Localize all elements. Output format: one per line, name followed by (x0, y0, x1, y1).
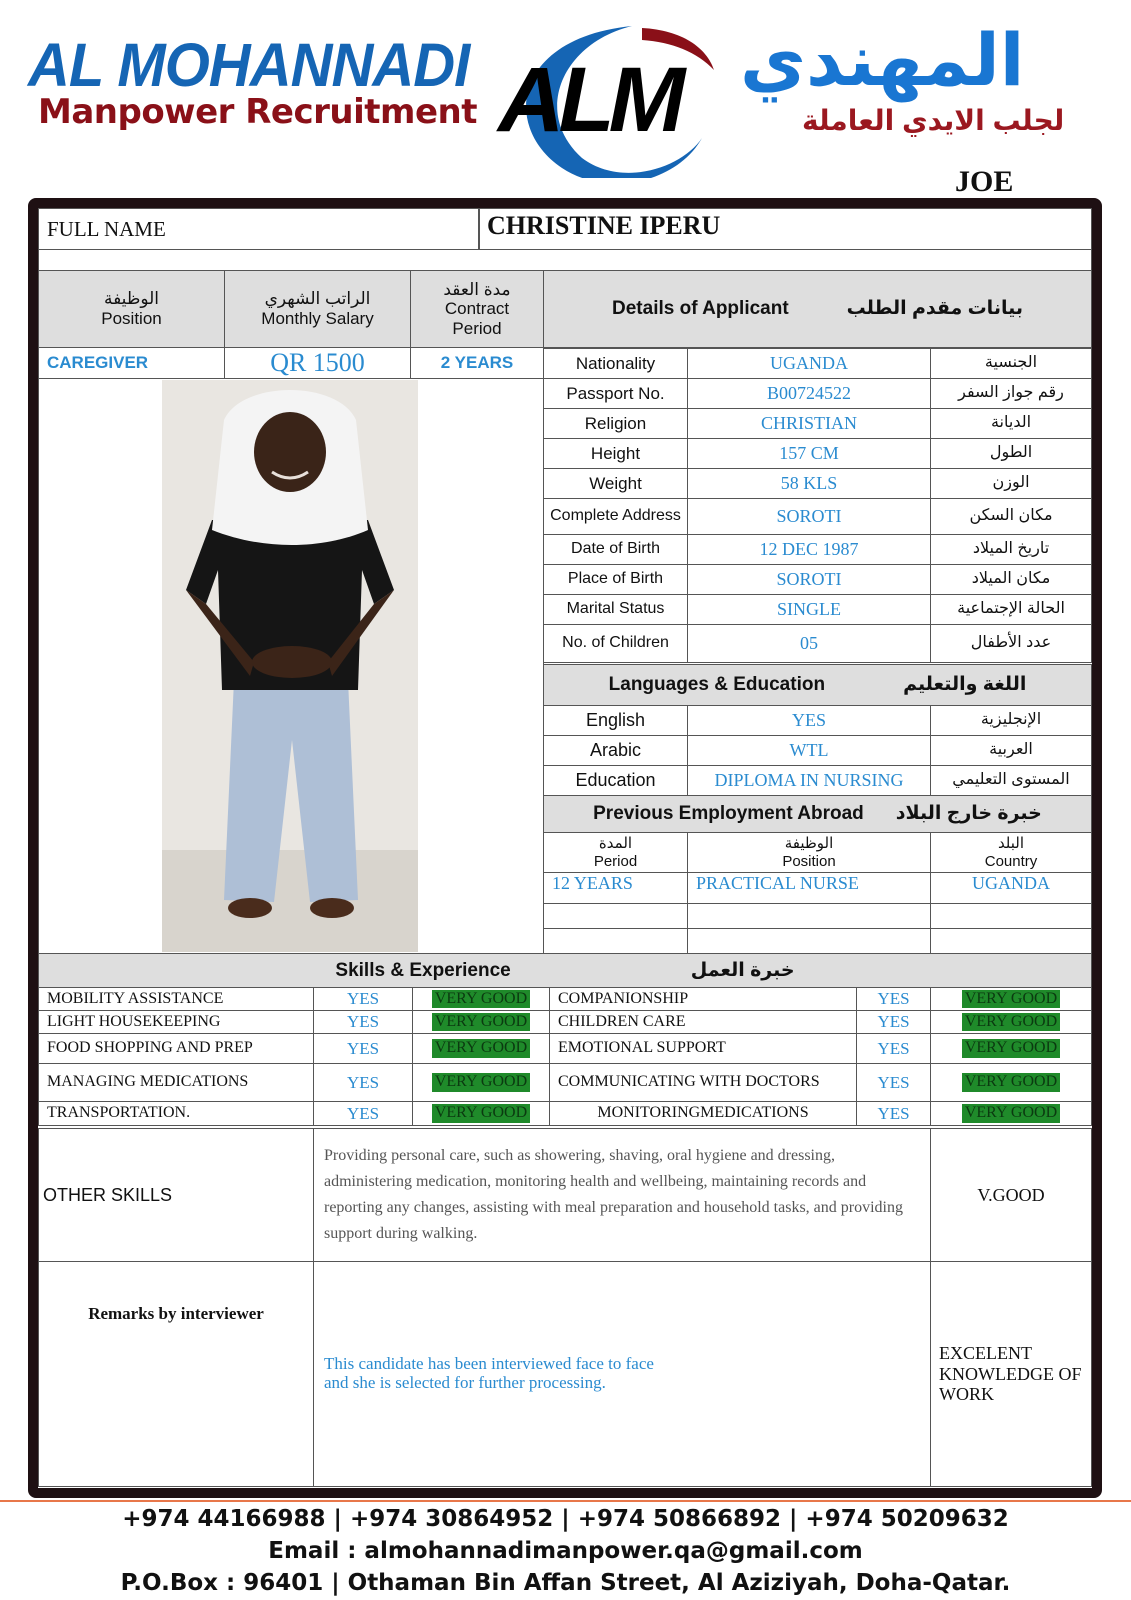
detail-label-arabic: عدد الأطفال (930, 624, 1092, 663)
full-name-label: FULL NAME (38, 208, 480, 250)
employment-country-value: UGANDA (930, 872, 1092, 904)
skill-name: COMPANIONSHIP (549, 987, 857, 1011)
skill-level-cell (930, 1063, 1092, 1102)
detail-label: Height (543, 438, 688, 469)
employment-empty-cell (687, 928, 931, 954)
detail-value: 157 CM (687, 438, 931, 469)
other-skills-text: Providing personal care, such as showering, shaving, oral hygiene and dressing, administering medication, monitoring health and wellbeing, maintaining records and reporting any changes, assisting with meal preparation and household tasks, and providing support during walking. (313, 1128, 931, 1262)
skill-level-cell (412, 1033, 550, 1064)
detail-value: 12 DEC 1987 (687, 534, 931, 565)
skill-name: EMOTIONAL SUPPORT (549, 1033, 857, 1064)
skill-name: MONITORINGMEDICATIONS (549, 1101, 857, 1126)
skill-level-cell (930, 987, 1092, 1011)
detail-value: 58 KLS (687, 468, 931, 499)
detail-value: UGANDA (687, 348, 931, 379)
detail-label: Religion (543, 408, 688, 439)
detail-value: 05 (687, 624, 931, 663)
language-value: YES (687, 705, 931, 736)
employment-empty-cell (543, 903, 688, 929)
detail-label: Nationality (543, 348, 688, 379)
employment-position-header (687, 832, 931, 873)
skill-level: VERY GOOD (962, 1013, 1060, 1031)
skill-level: VERY GOOD (962, 990, 1060, 1008)
skill-name: COMMUNICATING WITH DOCTORS (549, 1063, 857, 1102)
other-skills-rating: V.GOOD (930, 1128, 1092, 1262)
employment-period-ar: المدة (598, 835, 633, 853)
skill-level: VERY GOOD (432, 1013, 530, 1031)
position-header (38, 270, 225, 348)
position-value: CAREGIVER (38, 347, 225, 379)
detail-value: SOROTI (687, 498, 931, 535)
skill-yes: YES (856, 1101, 931, 1126)
employment-header (543, 795, 1092, 833)
employment-country-header (930, 832, 1092, 873)
skill-level-cell (930, 1033, 1092, 1064)
spacer-row (38, 249, 1092, 271)
employment-country-ar: البلد (997, 835, 1025, 853)
other-skills-label: OTHER SKILLS (38, 1128, 314, 1262)
detail-label: Date of Birth (543, 534, 688, 565)
full-name-value: CHRISTINE IPERU (478, 208, 1092, 250)
languages-header (543, 664, 1092, 706)
contract-header (410, 270, 544, 348)
skill-level-cell (412, 987, 550, 1011)
detail-label-arabic: الجنسية (930, 348, 1092, 379)
detail-label: No. of Children (543, 624, 688, 663)
detail-label: Weight (543, 468, 688, 499)
detail-value: SINGLE (687, 594, 931, 625)
skill-level-cell (930, 1101, 1092, 1126)
footer-email: Email : almohannadimanpower.qa@gmail.com (268, 1538, 863, 1564)
employment-header-en: Previous Employment Abroad (593, 803, 864, 825)
detail-label-arabic: الطول (930, 438, 1092, 469)
languages-header-ar: اللغة والتعليم (903, 674, 1027, 696)
skill-yes: YES (856, 1033, 931, 1064)
language-value: WTL (687, 735, 931, 766)
language-value: DIPLOMA IN NURSING (687, 765, 931, 796)
remarks-rating: EXCELENT KNOWLEDGE OF WORK (930, 1261, 1092, 1487)
skill-level: VERY GOOD (432, 1073, 530, 1091)
details-header-en: Details of Applicant (612, 298, 789, 320)
language-label-arabic: الإنجليزية (930, 705, 1092, 736)
language-label-arabic: المستوى التعليمي (930, 765, 1092, 796)
detail-label: Passport No. (543, 378, 688, 409)
alm-logo-text: ALM (498, 49, 680, 151)
footer-divider (0, 1500, 1131, 1502)
detail-value: SOROTI (687, 564, 931, 595)
skill-level-cell (930, 1010, 1092, 1034)
footer-phones: +974 44166988 | +974 30864952 | +974 50866892 | +974 50209632 (122, 1506, 1009, 1532)
employment-empty-cell (930, 928, 1092, 954)
language-label: Arabic (543, 735, 688, 766)
brand-name-english: AL MOHANNADI (28, 31, 470, 100)
employment-position-en: Position (782, 852, 836, 870)
employment-position-value: PRACTICAL NURSE (687, 872, 931, 904)
skill-yes: YES (313, 1033, 413, 1064)
detail-label-arabic: الديانة (930, 408, 1092, 439)
detail-value: CHRISTIAN (687, 408, 931, 439)
detail-label: Marital Status (543, 594, 688, 625)
position-header-ar: الوظيفة (103, 289, 160, 309)
salary-header (224, 270, 411, 348)
brand-subtitle-arabic: لجلب الايدي العاملة (802, 105, 1065, 136)
details-of-applicant-header (543, 270, 1092, 348)
salary-header-ar: الراتب الشهري (264, 289, 371, 309)
skills-header-ar: خبرة العمل (690, 959, 795, 981)
contract-header-ar: مدة العقد (443, 279, 511, 299)
detail-label-arabic: الحالة الإجتماعية (930, 594, 1092, 625)
skill-yes: YES (856, 1063, 931, 1102)
skills-header (38, 953, 1092, 988)
brand-name-arabic: المهندي (740, 21, 1025, 101)
footer-address: P.O.Box : 96401 | Othaman Bin Affan Street, Al Aziziyah, Doha-Qatar. (120, 1570, 1011, 1596)
employment-period-header (543, 832, 688, 873)
details-header-ar: بيانات مقدم الطلب (846, 298, 1023, 320)
skill-name: MOBILITY ASSISTANCE (38, 987, 314, 1011)
detail-value: B00724522 (687, 378, 931, 409)
contract-header-en-2: Period (452, 318, 502, 338)
language-label: Education (543, 765, 688, 796)
employment-empty-cell (687, 903, 931, 929)
skills-header-en: Skills & Experience (335, 959, 511, 981)
detail-label: Complete Address (543, 498, 688, 535)
employment-header-ar: خبرة خارج البلاد (895, 803, 1042, 825)
skill-name: FOOD SHOPPING AND PREP (38, 1033, 314, 1064)
languages-header-en: Languages & Education (608, 674, 826, 696)
remarks-text: This candidate has been interviewed face to face and she is selected for further processing. (313, 1261, 931, 1487)
employment-period-value: 12 YEARS (543, 872, 688, 904)
skill-name: LIGHT HOUSEKEEPING (38, 1010, 314, 1034)
skill-level: VERY GOOD (962, 1039, 1060, 1057)
skill-name: MANAGING MEDICATIONS (38, 1063, 314, 1102)
brand-subtitle-english: Manpower Recruitment (38, 92, 477, 132)
skill-yes: YES (856, 1010, 931, 1034)
skill-yes: YES (313, 1063, 413, 1102)
language-label: English (543, 705, 688, 736)
employment-position-ar: الوظيفة (784, 835, 834, 853)
skill-yes: YES (313, 1101, 413, 1126)
detail-label-arabic: مكان السكن (930, 498, 1092, 535)
detail-label: Place of Birth (543, 564, 688, 595)
skill-yes: YES (313, 1010, 413, 1034)
skill-yes: YES (313, 987, 413, 1011)
salary-value: QR 1500 (224, 347, 411, 379)
position-header-en: Position (101, 309, 162, 328)
skill-name: CHILDREN CARE (549, 1010, 857, 1034)
detail-label-arabic: تاريخ الميلاد (930, 534, 1092, 565)
skill-level: VERY GOOD (432, 1104, 530, 1122)
contract-header-en-1: Contract (444, 299, 510, 319)
skill-level-cell (412, 1101, 550, 1126)
language-label-arabic: العربية (930, 735, 1092, 766)
employment-country-en: Country (984, 852, 1038, 870)
employment-period-en: Period (593, 852, 638, 870)
skill-level: VERY GOOD (962, 1104, 1060, 1122)
salary-header-en: Monthly Salary (261, 309, 374, 328)
skill-level-cell (412, 1010, 550, 1034)
employment-empty-cell (930, 903, 1092, 929)
remarks-label: Remarks by interviewer (38, 1261, 314, 1487)
detail-label-arabic: الوزن (930, 468, 1092, 499)
skill-yes: YES (856, 987, 931, 1011)
skill-name: TRANSPORTATION. (38, 1101, 314, 1126)
employment-empty-cell (543, 928, 688, 954)
reference-name: JOE (955, 165, 1014, 198)
detail-label-arabic: مكان الميلاد (930, 564, 1092, 595)
applicant-photo (162, 380, 418, 952)
skill-level: VERY GOOD (432, 1039, 530, 1057)
skill-level: VERY GOOD (432, 990, 530, 1008)
detail-label-arabic: رقم جواز السفر (930, 378, 1092, 409)
skill-level-cell (412, 1063, 550, 1102)
skill-level: VERY GOOD (962, 1073, 1060, 1091)
contract-value: 2 YEARS (410, 347, 544, 379)
